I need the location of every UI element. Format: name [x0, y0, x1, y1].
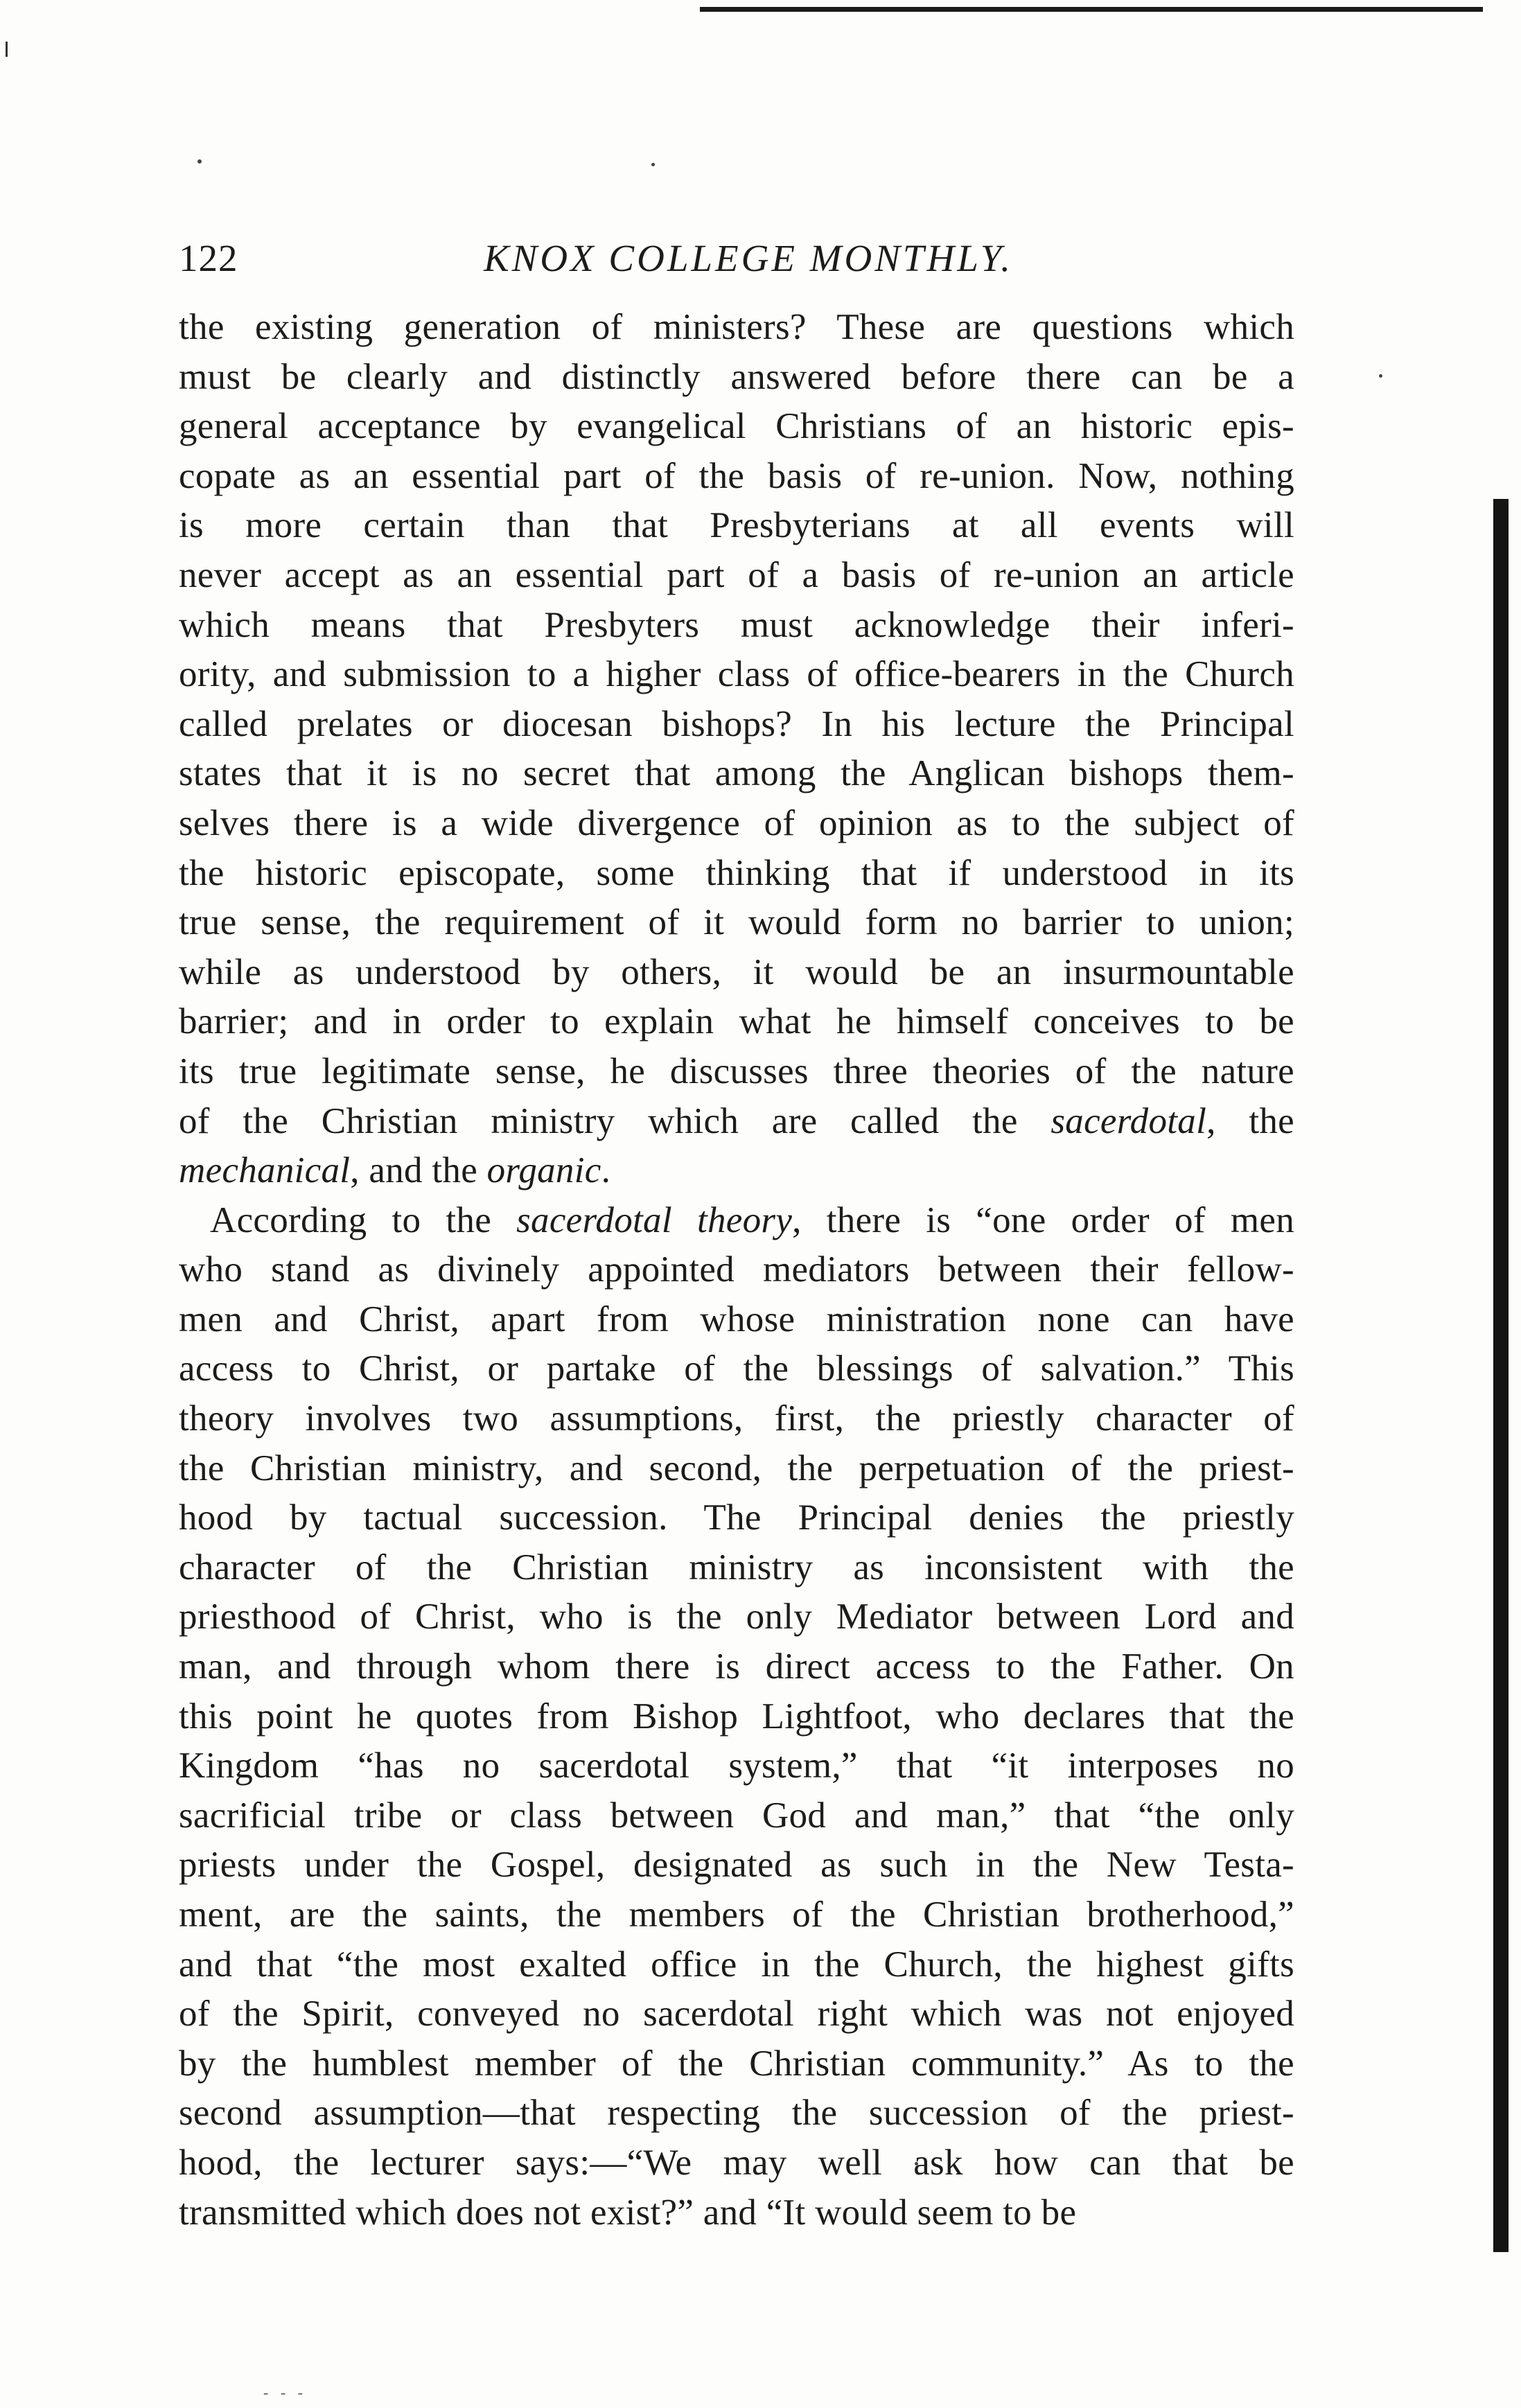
text-segment: this point he quotes from Bishop Lightfoot, who declares that the [179, 1696, 1294, 1737]
text-line [179, 1344, 1294, 1394]
text-segment: who stand as divinely appointed mediators between their fellow- [179, 1249, 1294, 1290]
text-line [179, 1890, 1294, 1940]
text-segment: general acceptance by evangelical Christians of an historic epis- [179, 406, 1294, 447]
text-line [179, 1047, 1294, 1097]
text-segment: , the [1206, 1100, 1294, 1141]
page-number: 122 [179, 237, 238, 279]
text-segment: true sense, the requirement of it would form no barrier to union; [179, 902, 1294, 943]
text-segment: the Christian ministry, and second, the perpetuation of the priest- [179, 1448, 1294, 1488]
text-line [179, 353, 1294, 403]
text-line [179, 898, 1294, 948]
text-line [179, 1295, 1294, 1345]
text-line [179, 2188, 1294, 2238]
text-line [179, 452, 1294, 502]
scan-speck [1379, 374, 1382, 378]
text-segment: never accept as an essential part of a basis of re-union an article [179, 554, 1294, 595]
text-line [179, 1741, 1294, 1791]
text-segment: Kingdom “has no sacerdotal system,” that “it interposes no [179, 1746, 1294, 1786]
text-segment: copate as an essential part of the basis of re-union. Now, nothing [179, 455, 1294, 496]
text-segment: . [601, 1150, 611, 1191]
scan-edge-bar [1493, 499, 1509, 2252]
text-line [179, 1791, 1294, 1841]
scan-footer-mark: - - - [263, 2384, 307, 2401]
text-segment: man, and through whom there is direct access to the Father. On [179, 1646, 1294, 1687]
scan-mark [6, 42, 8, 57]
text-segment: by the humblest member of the Christian community.” As to the [179, 2043, 1294, 2084]
text-line [179, 799, 1294, 849]
text-line [179, 402, 1294, 452]
text-segment: and that “the most exalted office in the Church, the highest gifts [179, 1944, 1294, 1985]
text-segment: ment, are the saints, the members of the Christian brotherhood,” [179, 1895, 1294, 1935]
text-segment: second assumption—that respecting the succession of the priest- [179, 2093, 1294, 2134]
text-segment: called prelates or diocesan bishops? In his lecture the Principal [179, 703, 1294, 744]
top-border-rule [700, 7, 1483, 12]
scan-speck [651, 163, 655, 166]
text-segment: states that it is no secret that among the Anglican bishops them- [179, 753, 1294, 794]
page-header [179, 234, 1287, 283]
scan-speck [197, 159, 202, 164]
text-line [179, 601, 1294, 651]
text-line [179, 2089, 1294, 2138]
text-segment: priesthood of Christ, who is the only Mediator between Lord and [179, 1597, 1294, 1637]
text-line [179, 948, 1294, 998]
text-segment: the historic episcopate, some thinking that if understood in its [179, 852, 1294, 893]
text-line [179, 1692, 1294, 1742]
italic-term: sacerdotal [1050, 1100, 1207, 1141]
text-segment: the existing generation of ministers? These are questions which [179, 307, 1294, 347]
text-segment: sacrificial tribe or class between God and man,” that “the only [179, 1795, 1294, 1836]
text-segment: , there is “one order of men [792, 1199, 1294, 1240]
text-line [179, 749, 1294, 799]
text-line [179, 1146, 1294, 1196]
text-segment: barrier; and in order to explain what he himself conceives to be [179, 1001, 1294, 1042]
text-line [179, 1493, 1294, 1543]
text-line [179, 2138, 1294, 2188]
text-segment: transmitted which does not exist?” and “It would seem to be [179, 2192, 1077, 2233]
text-line [179, 1444, 1294, 1494]
article-body [179, 303, 1294, 2238]
text-line [179, 650, 1294, 700]
italic-term: mechanical [179, 1150, 351, 1191]
text-segment: priests under the Gospel, designated as such in the New Testa- [179, 1845, 1294, 1886]
text-line [179, 700, 1294, 750]
text-segment: which means that Presbyters must acknowledge their inferi- [179, 604, 1294, 645]
text-line [179, 1840, 1294, 1890]
text-line [179, 1592, 1294, 1642]
text-line [179, 1940, 1294, 1990]
text-line [179, 1989, 1294, 2039]
italic-term: sacerdotal theory [516, 1199, 793, 1240]
text-line [179, 997, 1294, 1047]
text-segment: hood by tactual succession. The Principal denies the priestly [179, 1497, 1294, 1538]
text-line [179, 501, 1294, 551]
text-segment: its true legitimate sense, he discusses three theories of the nature [179, 1051, 1294, 1091]
text-line [179, 303, 1294, 353]
text-segment: character of the Christian ministry as inconsistent with the [179, 1547, 1294, 1588]
text-segment: access to Christ, or partake of the blessings of salvation.” This [179, 1348, 1294, 1389]
text-segment: selves there is a wide divergence of opinion as to the subject of [179, 802, 1294, 843]
text-segment: is more certain than that Presbyterians at all events will [179, 505, 1294, 546]
text-segment: ority, and submission to a higher class of office-bearers in the Church [179, 654, 1294, 695]
text-line [179, 1642, 1294, 1692]
text-line [179, 1394, 1294, 1444]
text-segment: hood, the lecturer says:—“We may well ask how can that be [179, 2142, 1294, 2183]
text-line [179, 1196, 1294, 1246]
text-line [179, 1097, 1294, 1147]
text-segment: of the Spirit, conveyed no sacerdotal right which was not enjoyed [179, 1994, 1294, 2035]
text-line [179, 2039, 1294, 2089]
text-line [179, 849, 1294, 899]
text-line [179, 551, 1294, 601]
text-segment: men and Christ, apart from whose ministration none can have [179, 1299, 1294, 1339]
text-segment: theory involves two assumptions, first, the priestly character of [179, 1398, 1294, 1439]
text-segment: while as understood by others, it would be an insurmountable [179, 951, 1294, 992]
text-segment: , and the [350, 1150, 487, 1191]
running-title: KNOX COLLEGE MONTHLY. [484, 237, 1013, 279]
text-segment: must be clearly and distinctly answered before there can be a [179, 356, 1294, 397]
text-segment: According to the [210, 1199, 517, 1240]
italic-term: organic [486, 1150, 601, 1191]
text-line [179, 1543, 1294, 1593]
text-segment: of the Christian ministry which are called the [179, 1100, 1051, 1141]
text-line [179, 1245, 1294, 1295]
